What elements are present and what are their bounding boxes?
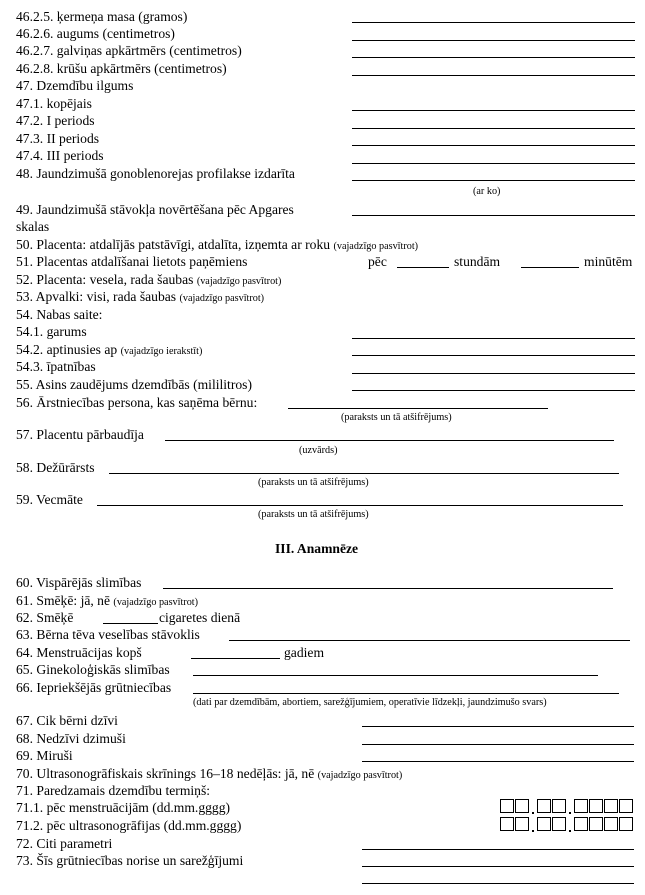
item-47-3-field[interactable] [352, 145, 635, 146]
item-57-label: 57. Placentu pārbaudīja [16, 427, 144, 442]
item-47-2-field[interactable] [352, 128, 635, 129]
item-46-2-6-label: 46.2.6. augums (centimetros) [16, 26, 175, 41]
item-46-2-7-label: 46.2.7. galviņas apkārtmērs (centimetros) [16, 43, 242, 58]
item-64-suffix: gadiem [284, 645, 325, 660]
item-51-label: 51. Placentas atdalīšanai lietots paņēmiens [16, 254, 248, 269]
item-64-label: 64. Menstruācijas kopš [16, 645, 142, 660]
item-48-caption: (ar ko) [473, 186, 501, 197]
item-54-1-label: 54.1. garums [16, 324, 87, 339]
item-51-pec: pēc [368, 254, 387, 269]
item-56-label: 56. Ārstniecības persona, kas saņēma bērnu: [16, 395, 258, 410]
item-55-label: 55. Asins zaudējums dzemdībās (mililitros) [16, 377, 252, 392]
item-71-1-label: 71.1. pēc menstruācijām (dd.mm.gggg) [16, 800, 231, 815]
item-67-field[interactable] [362, 726, 634, 727]
item-51-minutem: minūtēm [584, 254, 633, 269]
item-46-2-5-label: 46.2.5. ķermeņa masa (gramos) [16, 9, 188, 24]
item-52-row [16, 272, 281, 290]
item-72-label: 72. Citi parametri [16, 836, 113, 851]
section-title: III. Anamnēze [275, 541, 359, 556]
item-61-row [16, 593, 198, 611]
item-48-label: 48. Jaundzimušā gonoblenorejas profilakse izdarīta [16, 166, 295, 181]
item-61-note: (vajadzīgo pasvītrot) [113, 597, 199, 608]
item-47-label: 47. Dzemdību ilgums [16, 78, 134, 93]
item-53-row [16, 289, 264, 307]
item-53-label: 53. Apvalki: visi, rada šaubas [16, 289, 177, 304]
item-62-label: 62. Smēķē [16, 610, 74, 625]
item-49-label: 49. Jaundzimušā stāvokļa novērtēšana pēc Apgares [16, 202, 294, 217]
item-66-label: 66. Iepriekšējās grūtniecības [16, 680, 172, 695]
item-54-2-label: 54.2. aptinusies ap [16, 342, 118, 357]
item-55-field[interactable] [352, 390, 635, 391]
item-65-label: 65. Ginekoloģiskās slimības [16, 662, 170, 677]
item-66-caption: (dati par dzemdībām, abortiem, sarežģījumiem, operatīvie līdzekļi, jaundzimušo svars) [193, 697, 547, 708]
item-58-field[interactable] [109, 473, 619, 474]
item-50-row [16, 237, 418, 255]
item-54-2-row [16, 342, 202, 360]
item-63-field[interactable] [229, 640, 630, 641]
item-51-minutes-field[interactable] [521, 267, 579, 268]
item-73-label: 73. Šīs grūtniecības norise un sarežģījumi [16, 853, 244, 868]
item-69-label: 69. Miruši [16, 748, 73, 763]
item-68-field[interactable] [362, 744, 634, 745]
item-51-hours-field[interactable] [397, 267, 449, 268]
item-67-label: 67. Cik bērni dzīvi [16, 713, 118, 728]
item-54-2-note: (vajadzīgo ierakstīt) [120, 346, 203, 357]
item-72-field[interactable] [362, 849, 634, 850]
item-58-caption: (paraksts un tā atšifrējums) [258, 477, 369, 488]
date-field-ultrasound[interactable] [500, 817, 640, 833]
item-65-field[interactable] [193, 675, 598, 676]
item-48-field[interactable] [352, 180, 635, 181]
item-51-stundam: stundām [454, 254, 501, 269]
item-60-field[interactable] [163, 588, 613, 589]
item-50-note: (vajadzīgo pasvītrot) [333, 241, 419, 252]
item-56-caption: (paraksts un tā atšifrējums) [341, 412, 452, 423]
item-46-2-5-field[interactable] [352, 22, 635, 23]
item-47-4-label: 47.4. III periods [16, 148, 104, 163]
item-52-note: (vajadzīgo pasvītrot) [196, 276, 282, 287]
item-54-2-field[interactable] [352, 355, 635, 356]
item-56-field[interactable] [288, 408, 548, 409]
item-47-1-label: 47.1. kopējais [16, 96, 92, 111]
item-54-1-field[interactable] [352, 338, 635, 339]
item-57-caption: (uzvārds) [299, 445, 338, 456]
item-70-row [16, 766, 402, 784]
item-63-label: 63. Bērna tēva veselības stāvoklis [16, 627, 200, 642]
item-59-field[interactable] [97, 505, 623, 506]
item-73-field[interactable] [362, 866, 634, 867]
item-49-label-cont: skalas [16, 219, 50, 234]
item-47-2-label: 47.2. I periods [16, 113, 95, 128]
item-71-label: 71. Paredzamais dzemdību termiņš: [16, 783, 211, 798]
item-46-2-8-field[interactable] [352, 75, 635, 76]
item-62-field[interactable] [103, 623, 158, 624]
item-70-note: (vajadzīgo pasvītrot) [317, 770, 403, 781]
item-61-label: 61. Smēķē: jā, nē [16, 593, 111, 608]
item-46-2-7-field[interactable] [352, 57, 635, 58]
date-field-menstruation[interactable] [500, 799, 640, 815]
item-52-label: 52. Placenta: vesela, rada šaubas [16, 272, 194, 287]
item-73-field-cont[interactable] [362, 883, 634, 884]
item-58-label: 58. Dežūrārsts [16, 460, 95, 475]
item-60-label: 60. Vispārējās slimības [16, 575, 142, 590]
item-68-label: 68. Nedzīvi dzimuši [16, 731, 126, 746]
item-57-field[interactable] [165, 440, 614, 441]
item-59-caption: (paraksts un tā atšifrējums) [258, 509, 369, 520]
item-66-field[interactable] [193, 693, 619, 694]
item-54-3-field[interactable] [352, 373, 635, 374]
item-49-field[interactable] [352, 215, 635, 216]
item-47-3-label: 47.3. II periods [16, 131, 100, 146]
item-54-label: 54. Nabas saite: [16, 307, 103, 322]
item-47-4-field[interactable] [352, 163, 635, 164]
item-69-field[interactable] [362, 761, 634, 762]
item-53-note: (vajadzīgo pasvītrot) [179, 293, 265, 304]
item-47-1-field[interactable] [352, 110, 635, 111]
item-64-field[interactable] [191, 658, 280, 659]
item-70-label: 70. Ultrasonogrāfiskais skrīnings 16–18 nedēļās: jā, nē [16, 766, 315, 781]
item-59-label: 59. Vecmāte [16, 492, 83, 507]
item-62-suffix: cigaretes dienā [159, 610, 241, 625]
item-71-2-label: 71.2. pēc ultrasonogrāfijas (dd.mm.gggg) [16, 818, 242, 833]
item-46-2-8-label: 46.2.8. krūšu apkārtmērs (centimetros) [16, 61, 227, 76]
item-54-3-label: 54.3. īpatnības [16, 359, 96, 374]
item-50-label: 50. Placenta: atdalījās patstāvīgi, atdalīta, izņemta ar roku [16, 237, 331, 252]
item-46-2-6-field[interactable] [352, 40, 635, 41]
